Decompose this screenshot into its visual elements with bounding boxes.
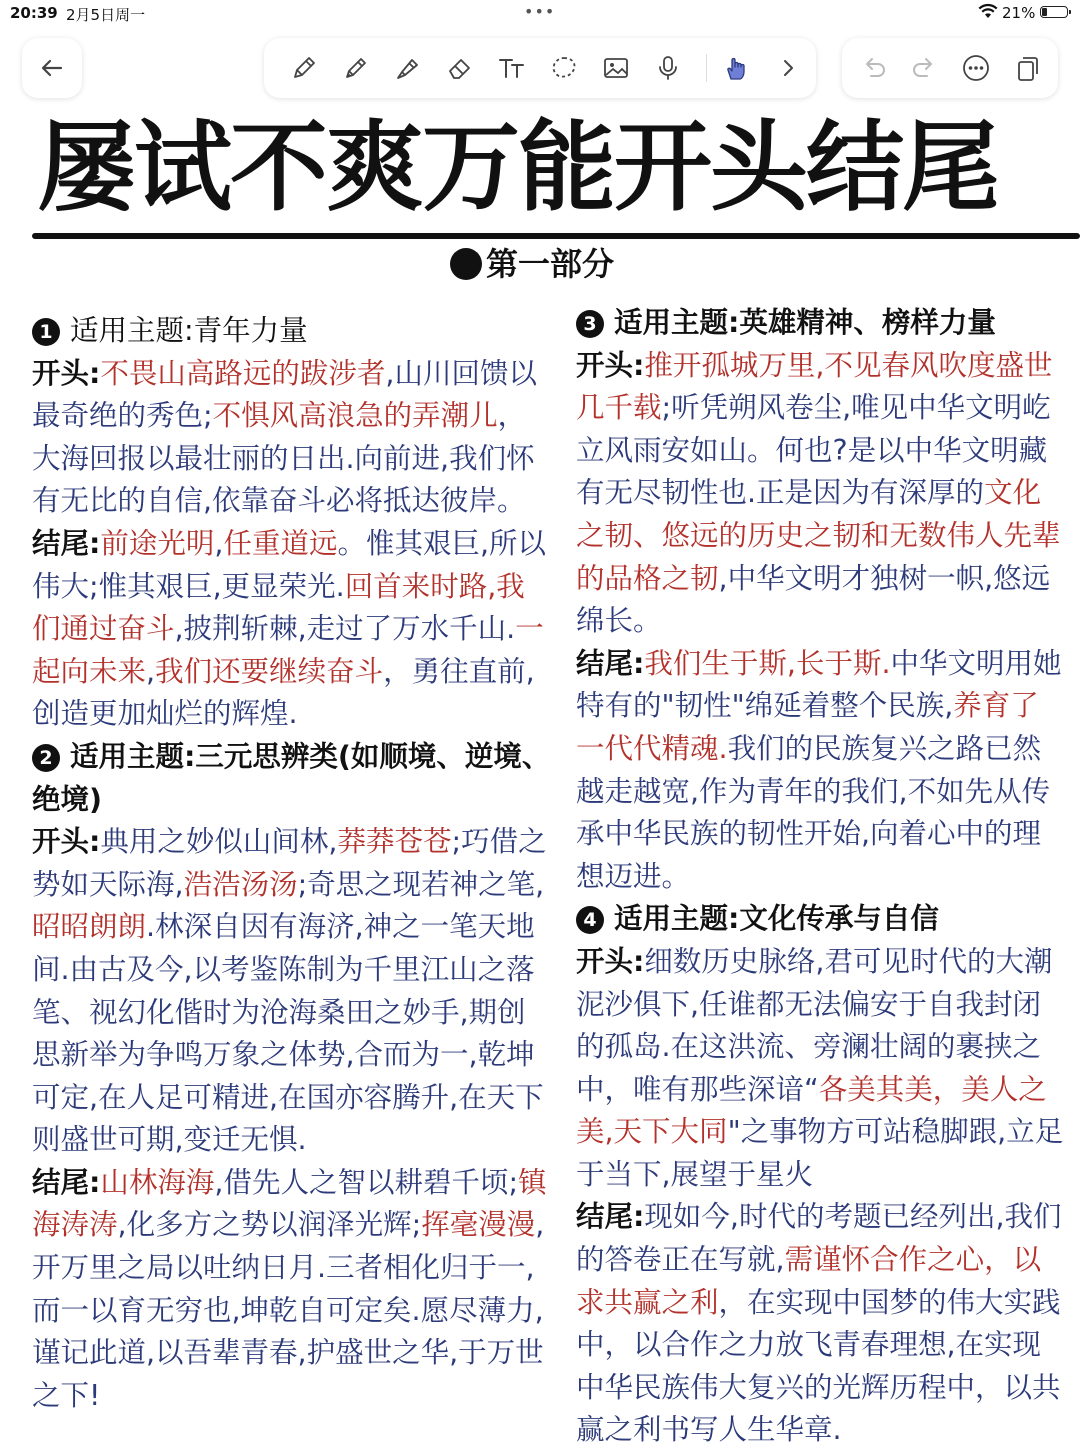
toolbar-divider	[706, 54, 707, 82]
eraser-tool-button[interactable]	[442, 50, 478, 86]
redo-icon	[909, 53, 939, 83]
theme-text: 英雄精神、榜样力量	[739, 306, 996, 339]
body-text: ;奇思之现若神之笔,	[297, 867, 545, 901]
section-1-opening	[32, 353, 552, 523]
section-3-closing	[576, 643, 1066, 899]
body-text: ,	[214, 526, 224, 560]
body-text: ,借先人之智以耕碧千顷;	[214, 1165, 519, 1199]
body-text: 中华文明用她特有的"韧性"绵延着整个民族,	[576, 646, 1062, 723]
status-date: 2月5日周一	[66, 6, 146, 24]
highlight-text: 不畏山高路远的跋涉者	[100, 356, 386, 390]
section-4-number-badge: 4	[576, 906, 604, 934]
closing-label: 结尾:	[32, 1165, 101, 1199]
pencil-tool-button[interactable]	[338, 50, 374, 86]
right-column	[576, 302, 1066, 1452]
highlight-text: 挥毫漫漫	[421, 1208, 536, 1242]
highlighter-tool-button[interactable]	[390, 50, 426, 86]
body-text: ，大海回报以最壮丽的日出.向前进,我们怀有无比的自信,依靠奋斗必将抵达彼岸。	[32, 399, 535, 518]
part-heading	[450, 244, 614, 284]
body-text: 典用之妙似山间林,	[100, 825, 338, 859]
lasso-icon	[549, 53, 579, 83]
highlight-text: 浩浩汤汤	[183, 867, 298, 901]
body-text: ,开万里之局以吐纳日月.三者相化归于一,而一以育无穷也,坤乾自可定矣.愿尽薄力,谨记此道,以吾辈青春,护盛世之华,于万世之下!	[32, 1208, 545, 1412]
image-tool-button[interactable]	[598, 50, 634, 86]
section-1-closing	[32, 523, 552, 736]
opening-label: 开头:	[32, 356, 101, 390]
highlight-text: 各美其美，美人之美,天下大同	[576, 1072, 1047, 1149]
section-3-number-badge: 3	[576, 310, 604, 338]
multitasking-dots-icon[interactable]: •••	[524, 2, 556, 21]
theme-label: 适用主题:	[614, 902, 740, 936]
back-button-group	[22, 38, 82, 98]
body-text: .林深自因有海济,神之一笔天地间.由古及今,以考鉴陈制为千里江山之落笔、视幻化偕时为沧海桑田之妙手,期创思新举为争鸣万象之体势,合而为一,乾坤可定,在人足可精进,在国亦容腾升,在天下则盛世可期,变迁无惧.	[32, 910, 544, 1157]
body-text: ,化多方之势以润泽光辉;	[117, 1208, 422, 1242]
highlighter-icon	[393, 53, 423, 83]
redo-button[interactable]	[906, 50, 942, 86]
hand-touch-icon	[721, 53, 751, 83]
theme-text: 文化传承与自信	[739, 902, 939, 936]
pen-icon	[289, 53, 319, 83]
opening-label: 开头:	[576, 348, 645, 382]
body-text: 现如今,时代的考题已经列出,我们的答卷正在写就,	[576, 1200, 1062, 1277]
theme-label: 适用主题:	[70, 314, 194, 347]
highlight-text: 昭昭朗朗	[32, 910, 147, 944]
closing-label: 结尾:	[576, 1200, 645, 1234]
eraser-icon	[445, 53, 475, 83]
pencil-icon	[341, 53, 371, 83]
theme-text: 青年力量	[193, 314, 308, 347]
opening-label: 开头:	[32, 825, 101, 859]
section-2-opening	[32, 821, 552, 1162]
more-icon	[961, 53, 991, 83]
drawing-toolbar	[264, 38, 816, 98]
highlight-text: 养育了一代代精魂.	[576, 689, 1039, 765]
undo-button[interactable]	[856, 50, 892, 86]
left-column	[32, 310, 552, 1417]
microphone-icon	[653, 53, 683, 83]
section-1-theme	[32, 310, 552, 353]
highlight-text: 我们生于斯,长于斯.	[644, 646, 891, 680]
battery-percentage: 21%	[1002, 4, 1036, 22]
body-text: ;巧借之势如天际海,	[32, 825, 547, 901]
pen-tool-button[interactable]	[286, 50, 322, 86]
body-text: ,	[146, 654, 156, 688]
body-text: 我们的民族复兴之路已然越走越宽,作为青年的我们,不如先从传承中华民族的韧性开始,向着心中的理想迈进。	[576, 731, 1051, 893]
highlight-text: 文化之韧、悠远的历史之韧和无数伟人先辈的品格之韧	[576, 476, 1061, 595]
more-tools-button[interactable]	[770, 50, 806, 86]
highlight-text: 莽莽苍苍	[337, 825, 452, 859]
body-text: ;听凭朔风卷尘,唯见中华文明屹立风雨安如山。何也?是以中华文明藏有无尽韧性也.正是因为有深厚的	[576, 391, 1051, 510]
section-2-closing	[32, 1162, 552, 1418]
section-2-theme	[32, 736, 552, 821]
chevron-right-icon	[773, 53, 803, 83]
body-text: ,山川回馈以最奇绝的秀色;	[32, 356, 537, 433]
highlight-text: 回首来时路,我们通过奋斗	[32, 569, 525, 646]
closing-label: 结尾:	[576, 646, 645, 680]
back-button[interactable]	[34, 50, 70, 86]
battery-icon	[1040, 6, 1068, 18]
highlight-text: 推开孤城万里,不见春风吹度盛世几千载	[576, 348, 1053, 425]
microphone-tool-button[interactable]	[650, 50, 686, 86]
section-2-number-badge: 2	[32, 744, 60, 772]
body-text: ,中华文明才独树一帜,悠远绵长。	[576, 561, 1051, 638]
section-4-closing	[576, 1196, 1066, 1452]
title-underline	[32, 233, 1080, 239]
highlight-text: 镇海涛涛	[32, 1165, 547, 1242]
theme-label: 适用主题:	[614, 306, 740, 339]
body-text: ，勇往直前,创造更加灿烂的辉煌.	[32, 654, 535, 731]
image-icon	[601, 53, 631, 83]
theme-text: 三元思辨类(如顺境、逆境、绝境)	[32, 739, 551, 816]
section-1-number-badge: 1	[32, 318, 60, 346]
theme-label: 适用主题:	[70, 739, 196, 773]
bullet-dot-icon	[450, 248, 482, 280]
highlight-text: 任重道远	[223, 526, 338, 560]
document-actions-group	[842, 38, 1058, 98]
section-3-theme	[576, 302, 1066, 345]
status-time: 20:39	[10, 4, 58, 22]
body-text: "之事物方可站稳脚跟,立足于当下,展望于星火	[576, 1115, 1064, 1191]
highlight-text: 一起向未来	[32, 612, 544, 688]
back-icon	[37, 53, 67, 83]
body-text: 。惟其艰巨,所以伟大;惟其艰巨,更显荣光.	[32, 526, 547, 603]
text-icon	[497, 53, 527, 83]
part-heading-text: 第一部分	[486, 245, 615, 283]
section-3-opening	[576, 345, 1066, 643]
touch-draw-toggle[interactable]	[718, 50, 754, 86]
highlight-text: 我们还要继续奋斗	[155, 654, 384, 688]
lasso-tool-button[interactable]	[546, 50, 582, 86]
document-title: 屡试不爽万能开头结尾	[38, 111, 999, 225]
wifi-icon	[978, 3, 998, 19]
text-tool-button[interactable]	[494, 50, 530, 86]
undo-icon	[859, 53, 889, 83]
body-text: 细数历史脉络,君可见时代的大潮泥沙俱下,任谁都无法偏安于自我封闭的孤岛.在这洪流、旁澜壮阔的裹挟之中，唯有那些深谙“	[576, 944, 1053, 1106]
pages-icon	[1013, 53, 1043, 83]
body-text: ,披荆斩棘,走过了万水千山.	[174, 612, 516, 646]
highlight-text: 前途光明	[100, 526, 215, 560]
section-4-opening	[576, 941, 1066, 1197]
highlight-text: 不惧风高浪急的弄潮儿	[212, 399, 498, 433]
closing-label: 结尾:	[32, 526, 101, 560]
opening-label: 开头:	[576, 944, 645, 978]
status-bar	[0, 0, 1080, 26]
section-4-theme	[576, 898, 1066, 941]
body-text: ，在实现中国梦的伟大实践中，以合作之力放飞青春理想,在实现中华民族伟大复兴的光辉历程中，以共赢之利书写人生华章.	[576, 1285, 1061, 1447]
highlight-text: 需谨怀合作之心，以求共赢之利	[576, 1243, 1042, 1319]
highlight-text: 山林海海	[100, 1165, 215, 1199]
more-options-button[interactable]	[958, 50, 994, 86]
pages-button[interactable]	[1010, 50, 1046, 86]
